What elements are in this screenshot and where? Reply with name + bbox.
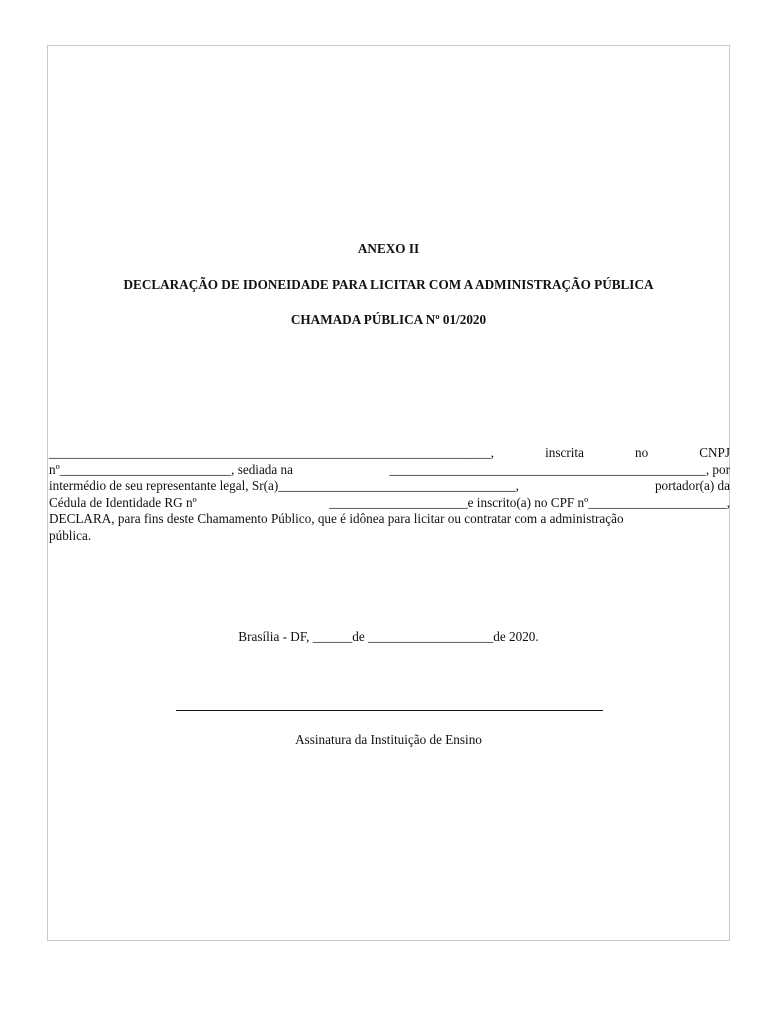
paragraph-line bbox=[49, 478, 730, 495]
rg-text: Cédula de Identidade RG nº bbox=[49, 494, 197, 510]
address-blank: ________________________________________________, por bbox=[389, 461, 730, 477]
paragraph-word: inscrita bbox=[545, 445, 584, 460]
paragraph-word: CNPJ bbox=[699, 445, 730, 460]
cpf-text: _____________________e inscrito(a) no CPF nº_____________________, bbox=[329, 494, 730, 510]
paragraph-word: no bbox=[634, 445, 649, 460]
declaration-line: DECLARA, para fins deste Chamamento Público, que é idônea para licitar ou contratar com a administração bbox=[49, 511, 624, 527]
bearer-text: portador(a) da bbox=[654, 478, 730, 494]
paragraph-line bbox=[49, 495, 730, 512]
public-call-heading: CHAMADA PÚBLICA Nº 01/2020 bbox=[290, 312, 487, 327]
annex-heading: ANEXO II bbox=[357, 241, 420, 256]
paragraph-line bbox=[49, 445, 730, 462]
signature-caption: Assinatura da Instituição de Ensino bbox=[295, 732, 482, 747]
declaration-title: DECLARAÇÃO DE IDONEIDADE PARA LICITAR COM A ADMINISTRAÇÃO PÚBLICA bbox=[123, 277, 654, 292]
paragraph-line bbox=[49, 462, 730, 479]
representative-text: intermédio de seu representante legal, Sr(a)____________________________________, bbox=[49, 478, 519, 494]
declaration-end-line: pública. bbox=[49, 527, 92, 543]
document-page bbox=[47, 45, 730, 941]
company-name-blank: ___________________________________________________________________, bbox=[49, 445, 495, 460]
cnpj-address-text: nº__________________________, sediada na bbox=[49, 461, 294, 477]
declaration-paragraph bbox=[49, 445, 730, 545]
place-date-line: Brasília - DF, ______de ___________________de 2020. bbox=[238, 629, 539, 644]
signature-line bbox=[176, 710, 603, 711]
